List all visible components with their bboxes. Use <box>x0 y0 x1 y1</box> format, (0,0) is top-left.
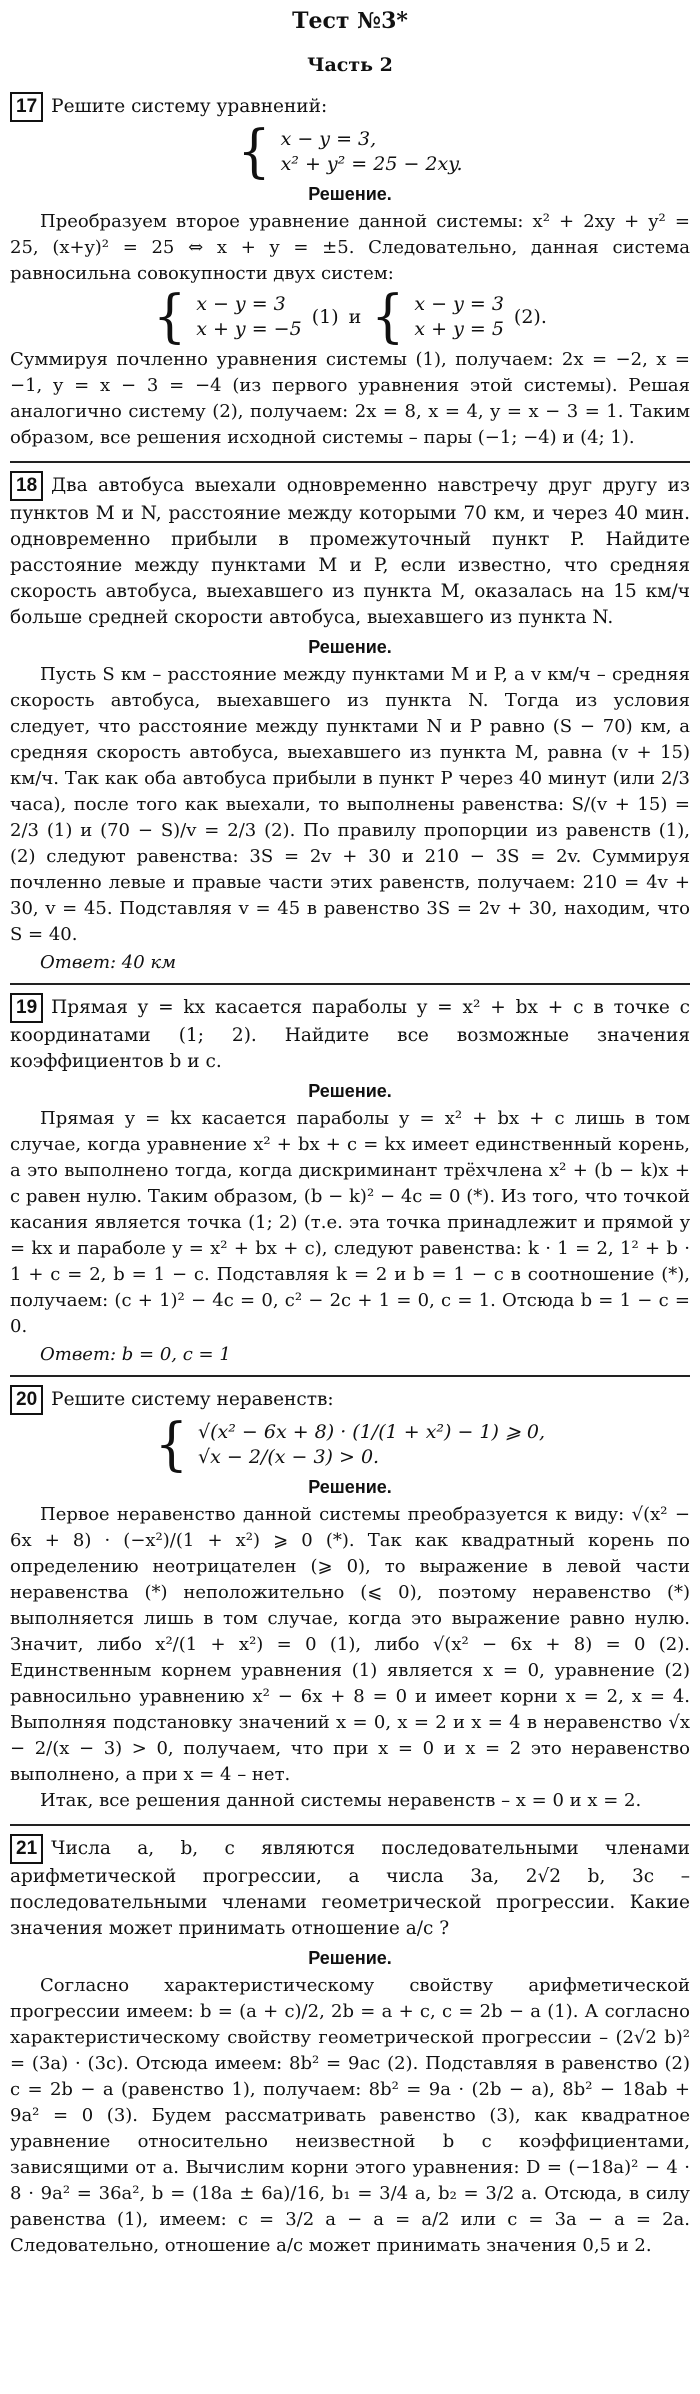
equation: x + y = −5 <box>196 318 302 340</box>
problem-19 <box>10 993 690 1365</box>
problem-17 <box>10 92 690 451</box>
divider <box>10 983 690 985</box>
inequality: √x − 2/(x − 3) > 0. <box>198 1446 380 1468</box>
solution-text: Первое неравенство данной системы преобразуется к виду: √(x² − 6x + 8) · (−x²)/(1 + x²) ⩾ 0 (*). Так как квадратный корень по определению неотрицателен (⩾ 0), то выражение в левой части неравенства (*) неположительно (⩽ 0), поэтому неравенство (*) выполняется лишь в том случае, когда это выражение равно нулю. Значит, либо x²/(1 + x²) = 0 (1), либо √(x² − 6x + 8) = 0 (2). Единственным корнем уравнения (1) является x = 0, уравнение (2) равносильно уравнению x² − 6x + 8 = 0 и имеет корни x = 2, x = 4. Выполняя подстановку значений x = 0, x = 2 и x = 4 в неравенство √x − 2/(x − 3) > 0, получаем, что при x = 0 и x = 2 это неравенство выполнено, а при x = 4 – нет. <box>10 1504 690 1785</box>
problem-number: 19 <box>10 993 43 1023</box>
equation-system-pair <box>10 284 690 350</box>
equation: x − y = 3 <box>196 293 286 315</box>
problem-statement: Решите систему неравенств: <box>51 1389 334 1410</box>
equation: x − y = 3, <box>280 128 377 150</box>
problem-statement: Прямая y = kx касается параболы y = x² + bx + c в точке с координатами (1; 2). Найдите все возможные значения коэффициентов b и c. <box>10 997 690 1072</box>
problem-statement: Числа a, b, c являются последовательными членами арифметической прогрессии, а числа 3a, 2√2 b, 3c – последовательными членами геометрической прогрессии. Какие значения может принимать отношение a/c ? <box>10 1838 690 1939</box>
solution-conclusion: Итак, все решения данной системы неравенств – x = 0 и x = 2. <box>40 1790 642 1811</box>
problem-20 <box>10 1385 690 1814</box>
brace-symbol: { <box>371 284 405 350</box>
equation: x² + y² = 25 − 2xy. <box>280 153 463 175</box>
equation-tag: (2). <box>513 306 547 328</box>
brace-symbol: { <box>154 1412 189 1478</box>
problem-21 <box>10 1834 690 2259</box>
solution-heading: Решение. <box>308 1081 392 1101</box>
solution-heading: Решение. <box>308 184 392 204</box>
divider <box>10 1375 690 1377</box>
problem-number: 18 <box>10 471 43 501</box>
answer: Ответ: b = 0, c = 1 <box>40 1344 231 1365</box>
problem-statement: Решите систему уравнений: <box>51 96 328 117</box>
solution-text: Суммируя почленно уравнения системы (1), получаем: 2x = −2, x = −1, y = x − 3 = −4 (из первого уравнения этой системы). Решая аналогично систему (2), получаем: 2x = 8, x = 4, y = x − 3 = 1. Таким образом, все решения исходной системы – пары (−1; −4) и (4; 1). <box>10 349 690 448</box>
divider <box>10 1824 690 1826</box>
inequality: √(x² − 6x + 8) · (1/(1 + x²) − 1) ⩾ 0, <box>198 1421 546 1443</box>
problem-statement: Два автобуса выехали одновременно навстречу друг другу из пунктов M и N, расстояние между которыми 70 км, и через 40 мин. одновременно прибыли в промежуточный пункт P. Найдите расстояние между пунктами M и P, если известно, что средняя скорость автобуса, выехавшего из пункта M, оказалась на 15 км/ч больше средней скорости автобуса, выехавшего из пункта N. <box>10 475 690 628</box>
conjunction: и <box>348 306 362 328</box>
problem-number: 20 <box>10 1385 43 1415</box>
divider <box>10 461 690 463</box>
equation: x + y = 5 <box>414 318 504 340</box>
part-label: Часть 2 <box>307 54 393 76</box>
equation-tag: (1) <box>311 306 339 328</box>
problem-number: 21 <box>10 1834 43 1864</box>
equation-system <box>10 119 690 185</box>
solution-text: Согласно характеристическому свойству арифметической прогрессии имеем: b = (a + c)/2, 2b = a + c, c = 2b − a (1). А согласно характеристическому свойству геометрической прогрессии – (2√2 b)² = (3a) · (3c). Отсюда имеем: 8b² = 9ac (2). Подставляя в равенство (2) c = 2b − a (равенство 1), получаем: 8b² = 9a · (2b − a), 8b² − 18ab + 9a² = 0 (3). Будем рассматривать равенство (3), как квадратное уравнение относительно неизвестной b с коэффициентами, зависящими от a. Вычислим корни этого уравнения: D = (−18a)² − 4 · 8 · 9a² = 36a², b = (18a ± 6a)/16, b₁ = 3/4 a, b₂ = 3/2 a. Отсюда, в силу равенства (1), имеем: c = 3/2 a − a = a/2 или c = 3a − a = 2a. Следовательно, отношение a/c может принимать значения 0,5 и 2. <box>10 1975 690 2256</box>
brace-symbol: { <box>153 284 187 350</box>
equation: x − y = 3 <box>414 293 504 315</box>
problem-18 <box>10 471 690 973</box>
inequality-system <box>10 1412 690 1478</box>
solution-heading: Решение. <box>308 1948 392 1968</box>
solution-text: Преобразуем второе уравнение данной системы: x² + 2xy + y² = 25, (x+y)² = 25 ⇔ x + y = ±5. Следовательно, данная система равносильна совокупности двух систем: <box>10 211 690 284</box>
solution-text: Пусть S км – расстояние между пунктами M и P, а v км/ч – средняя скорость автобуса, выехавшего из пункта N. Тогда из условия следует, что расстояние между пунктами N и P равно (S − 70) км, а средняя скорость автобуса, выехавшего из пункта M, равна (v + 15) км/ч. Так как оба автобуса прибыли в пункт P через 40 минут (или 2/3 часа), после того как выехали, то выполнены равенства: S/(v + 15) = 2/3 (1) и (70 − S)/v = 2/3 (2). По правилу пропорции из равенств (1), (2) следуют равенства: 3S = 2v + 30 и 210 − 3S = 2v. Суммируя почленно левые и правые части этих равенств, получаем: 210 = 4v + 30, v = 45. Подставляя v = 45 в равенство 3S = 2v + 30, находим, что S = 40. <box>10 664 690 945</box>
answer: Ответ: 40 км <box>40 952 177 973</box>
problem-number: 17 <box>10 92 43 122</box>
solution-heading: Решение. <box>308 1477 392 1497</box>
brace-symbol: { <box>237 119 271 185</box>
solution-text: Прямая y = kx касается параболы y = x² + bx + c лишь в том случае, когда уравнение x² + bx + c = kx имеет единственный корень, а это выполнено тогда, когда дискриминант трёхчлена x² + (b − k)x + c равен нулю. Таким образом, (b − k)² − 4c = 0 (*). Из того, что точкой касания является точка (1; 2) (т.е. эта точка принадлежит и прямой y = kx и параболе y = x² + bx + c), следуют равенства: k · 1 = 2, 1² + b · 1 + c = 2, b = 1 − c. Подставляя k = 2 и b = 1 − c в соотношение (*), получаем: (c + 1)² − 4c = 0, c² − 2c + 1 = 0, c = 1. Отсюда b = 1 − c = 0. <box>10 1108 690 1337</box>
solution-heading: Решение. <box>308 637 392 657</box>
test-title: Тест №3* <box>292 8 408 34</box>
